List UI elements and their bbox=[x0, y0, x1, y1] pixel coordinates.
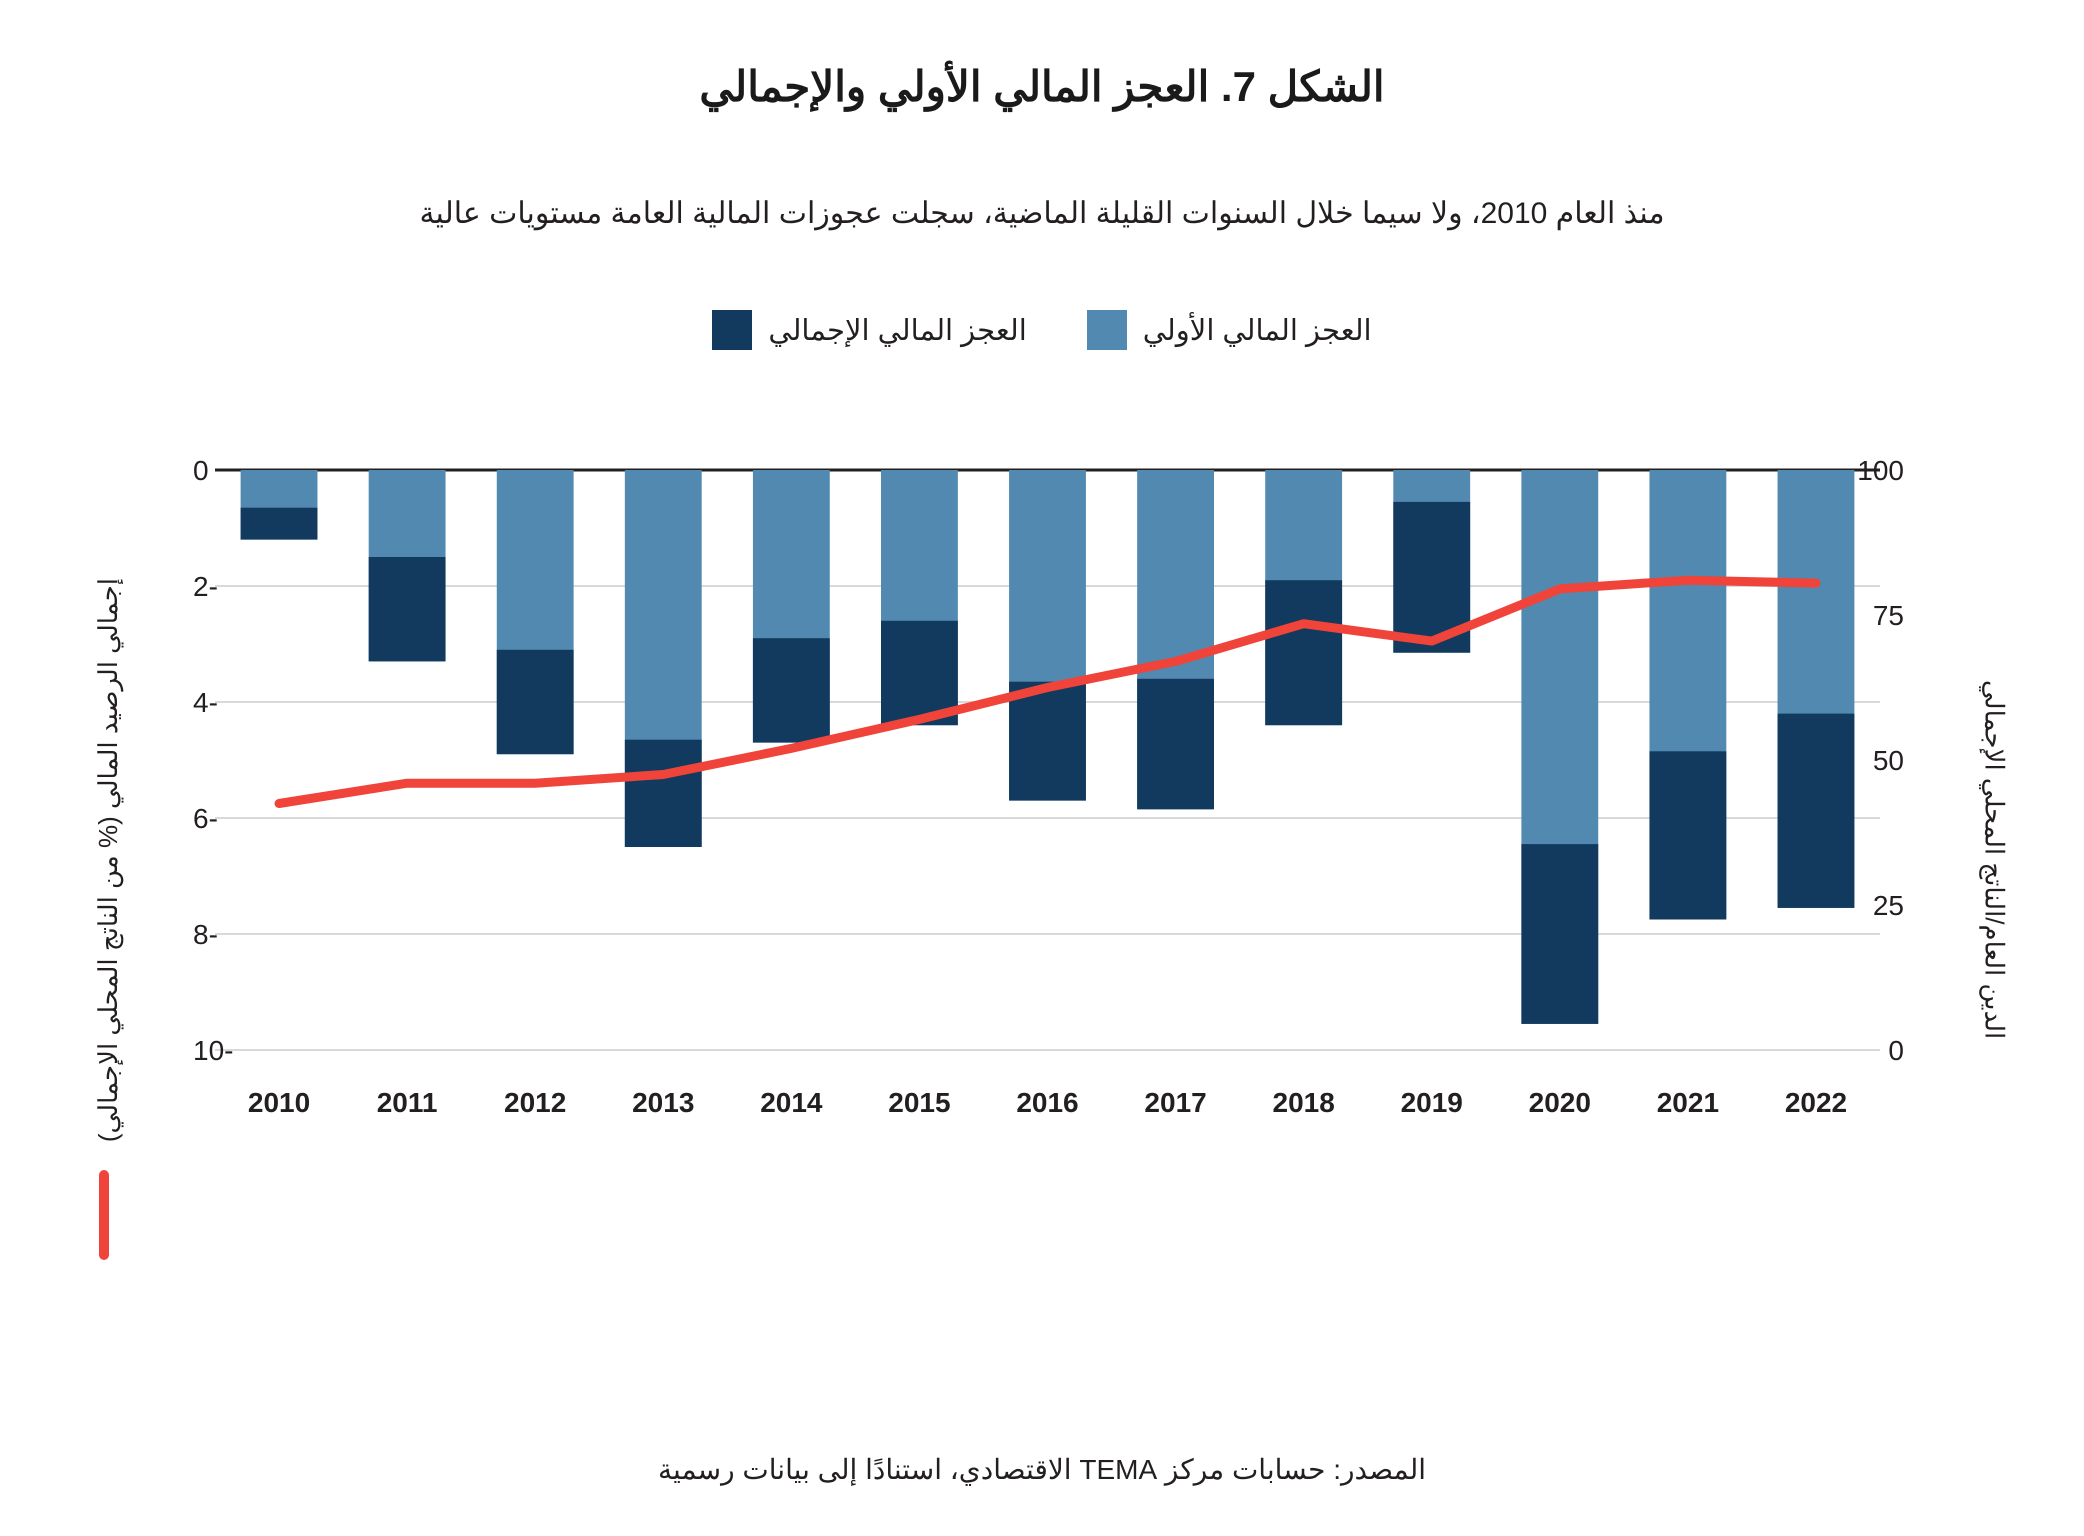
y-axis-left-tick: -4 bbox=[193, 687, 218, 718]
figure-subtitle: منذ العام 2010، ولا سيما خلال السنوات القليلة الماضية، سجلت عجوزات المالية العامة مستويات عالية bbox=[419, 197, 1665, 230]
chart-svg bbox=[0, 430, 2084, 1290]
x-axis-tick: 2017 bbox=[1144, 1087, 1207, 1118]
y-axis-left-tick: -6 bbox=[193, 803, 218, 834]
x-axis-tick: 2020 bbox=[1528, 1087, 1591, 1118]
legend-swatch-overall-deficit bbox=[712, 310, 752, 350]
bar-primary-deficit bbox=[753, 638, 830, 742]
x-axis-tick: 2015 bbox=[888, 1087, 951, 1118]
y-axis-left-tick: 0 bbox=[193, 455, 209, 486]
x-axis-tick: 2022 bbox=[1784, 1087, 1848, 1118]
legend-label-primary-deficit: العجز المالي الأولي bbox=[1142, 314, 1372, 347]
bar-primary-deficit bbox=[369, 557, 446, 661]
bar-primary-deficit bbox=[1265, 580, 1342, 725]
x-axis-tick: 2018 bbox=[1272, 1087, 1335, 1118]
legend-label-overall-deficit: العجز المالي الإجمالي bbox=[768, 314, 1027, 347]
bar-primary-deficit bbox=[1649, 751, 1726, 919]
bar-primary-deficit bbox=[1009, 682, 1086, 801]
bar-primary-deficit bbox=[497, 650, 574, 754]
page-title: الشكل 7. العجز المالي الأولي والإجمالي bbox=[699, 63, 1385, 110]
legend-item-overall-deficit bbox=[712, 310, 1026, 350]
x-axis-tick: 2011 bbox=[376, 1087, 438, 1118]
x-axis-tick: 2012 bbox=[504, 1087, 567, 1118]
legend-item-primary-deficit bbox=[1087, 310, 1372, 350]
y-axis-right-tick: 25 bbox=[1872, 890, 1904, 921]
x-axis-tick: 2021 bbox=[1656, 1087, 1720, 1118]
y-axis-right-tick: 100 bbox=[1857, 455, 1904, 486]
x-axis-tick: 2010 bbox=[247, 1087, 311, 1118]
x-axis-tick: 2016 bbox=[1016, 1087, 1079, 1118]
bar-primary-deficit bbox=[1778, 714, 1855, 908]
y-axis-right-tick: 75 bbox=[1872, 600, 1904, 631]
y-axis-left-tick: -8 bbox=[193, 919, 218, 950]
y-axis-left-tick: -2 bbox=[193, 571, 218, 602]
bar-primary-deficit bbox=[1521, 844, 1598, 1024]
y-axis-left-tick: -10 bbox=[193, 1035, 234, 1066]
legend-swatch-primary-deficit bbox=[1087, 310, 1127, 350]
chart-legend bbox=[0, 310, 2084, 350]
y-axis-right-tick: 0 bbox=[1888, 1035, 1904, 1066]
plot-area bbox=[0, 430, 2084, 1290]
bar-primary-deficit bbox=[241, 508, 318, 540]
x-axis-tick: 2019 bbox=[1400, 1087, 1463, 1118]
source-note: المصدر: حسابات مركز TEMA الاقتصادي، استنادًا إلى بيانات رسمية bbox=[658, 1454, 1426, 1485]
y-axis-left-title-text: إجمالي الرصيد المالي (% من الناتج المحلي الإجمالي) bbox=[92, 577, 123, 1143]
y-axis-right-title-text: الدين العام/الناتج المحلي الإجمالي bbox=[1979, 680, 2010, 1040]
y-axis-right-tick: 50 bbox=[1872, 745, 1904, 776]
x-axis-tick: 2014 bbox=[760, 1087, 823, 1118]
x-axis-tick: 2013 bbox=[632, 1087, 695, 1118]
bar-primary-deficit bbox=[625, 740, 702, 847]
bar-primary-deficit bbox=[1137, 679, 1214, 810]
